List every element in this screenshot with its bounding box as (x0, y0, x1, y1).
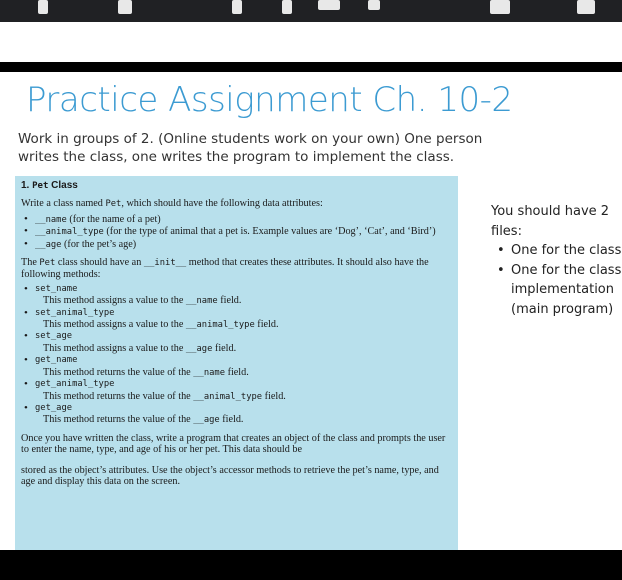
slide-title: Practice Assignment Ch. 10-2 (26, 80, 513, 120)
toolbar-area (0, 22, 622, 62)
list-item: • One for the class implementation (main program) (511, 261, 622, 320)
closing-paragraph-2: stored as the object’s attributes. Use the object’s accessor methods to retrieve the pet’s name, type, and age and display this data on the screen. (21, 464, 439, 487)
attribute-list (21, 214, 452, 251)
side-intro: You should have 2 files: (491, 204, 610, 239)
toolbar-icon-5[interactable] (318, 0, 340, 10)
assignment-intro: Write a class named Pet, which should have the following data attributes: (21, 198, 323, 210)
toolbar-icon-7[interactable] (490, 0, 510, 14)
side-notes (491, 202, 622, 319)
list-item: • get_age This method returns the value of the __age field. (35, 403, 452, 427)
toolbar-icon-3[interactable] (232, 0, 242, 14)
toolbar-icon-2[interactable] (118, 0, 132, 14)
init-paragraph: The Pet class should have an __init__ method that creates these attributes. It should also have the following methods: (21, 257, 429, 281)
app-top-bar (0, 0, 622, 22)
toolbar-icon-8[interactable] (577, 0, 595, 14)
list-item: • set_age This method assigns a value to the __age field. (35, 331, 452, 355)
list-item: • __name (for the name of a pet) (35, 214, 452, 226)
list-item: • set_animal_type This method assigns a value to the __animal_type field. (35, 308, 452, 332)
list-item: • __age (for the pet’s age) (35, 239, 452, 251)
list-item: • One for the class (511, 241, 622, 261)
list-item: • get_animal_type This method returns the value of the __animal_type field. (35, 379, 452, 403)
bottom-bar (0, 550, 622, 580)
slide-subtitle: Work in groups of 2. (Online students work on your own) One person writes the class, one writes the program to implement the class. (18, 131, 483, 165)
toolbar-icon-4[interactable] (282, 0, 292, 14)
closing-paragraph-1: Once you have written the class, write a program that creates an object of the class and prompts the user to enter the name, type, and age of his or her pet. This data should be (21, 432, 446, 456)
assignment-box (15, 176, 458, 552)
list-item: • __animal_type (for the type of animal that a pet is. Example values are ‘Dog’, ‘Cat’, and ‘Bird’) (35, 226, 452, 238)
slide-frame (0, 62, 622, 72)
list-item: • get_name This method returns the value of the __name field. (35, 355, 452, 379)
toolbar-icon-1[interactable] (38, 0, 48, 14)
assignment-heading: 1. Pet Class (21, 180, 78, 191)
toolbar-icon-6[interactable] (368, 0, 380, 10)
side-list (491, 241, 622, 319)
slide (0, 72, 622, 550)
method-list (21, 284, 452, 427)
list-item: • set_name This method assigns a value to the __name field. (35, 284, 452, 308)
